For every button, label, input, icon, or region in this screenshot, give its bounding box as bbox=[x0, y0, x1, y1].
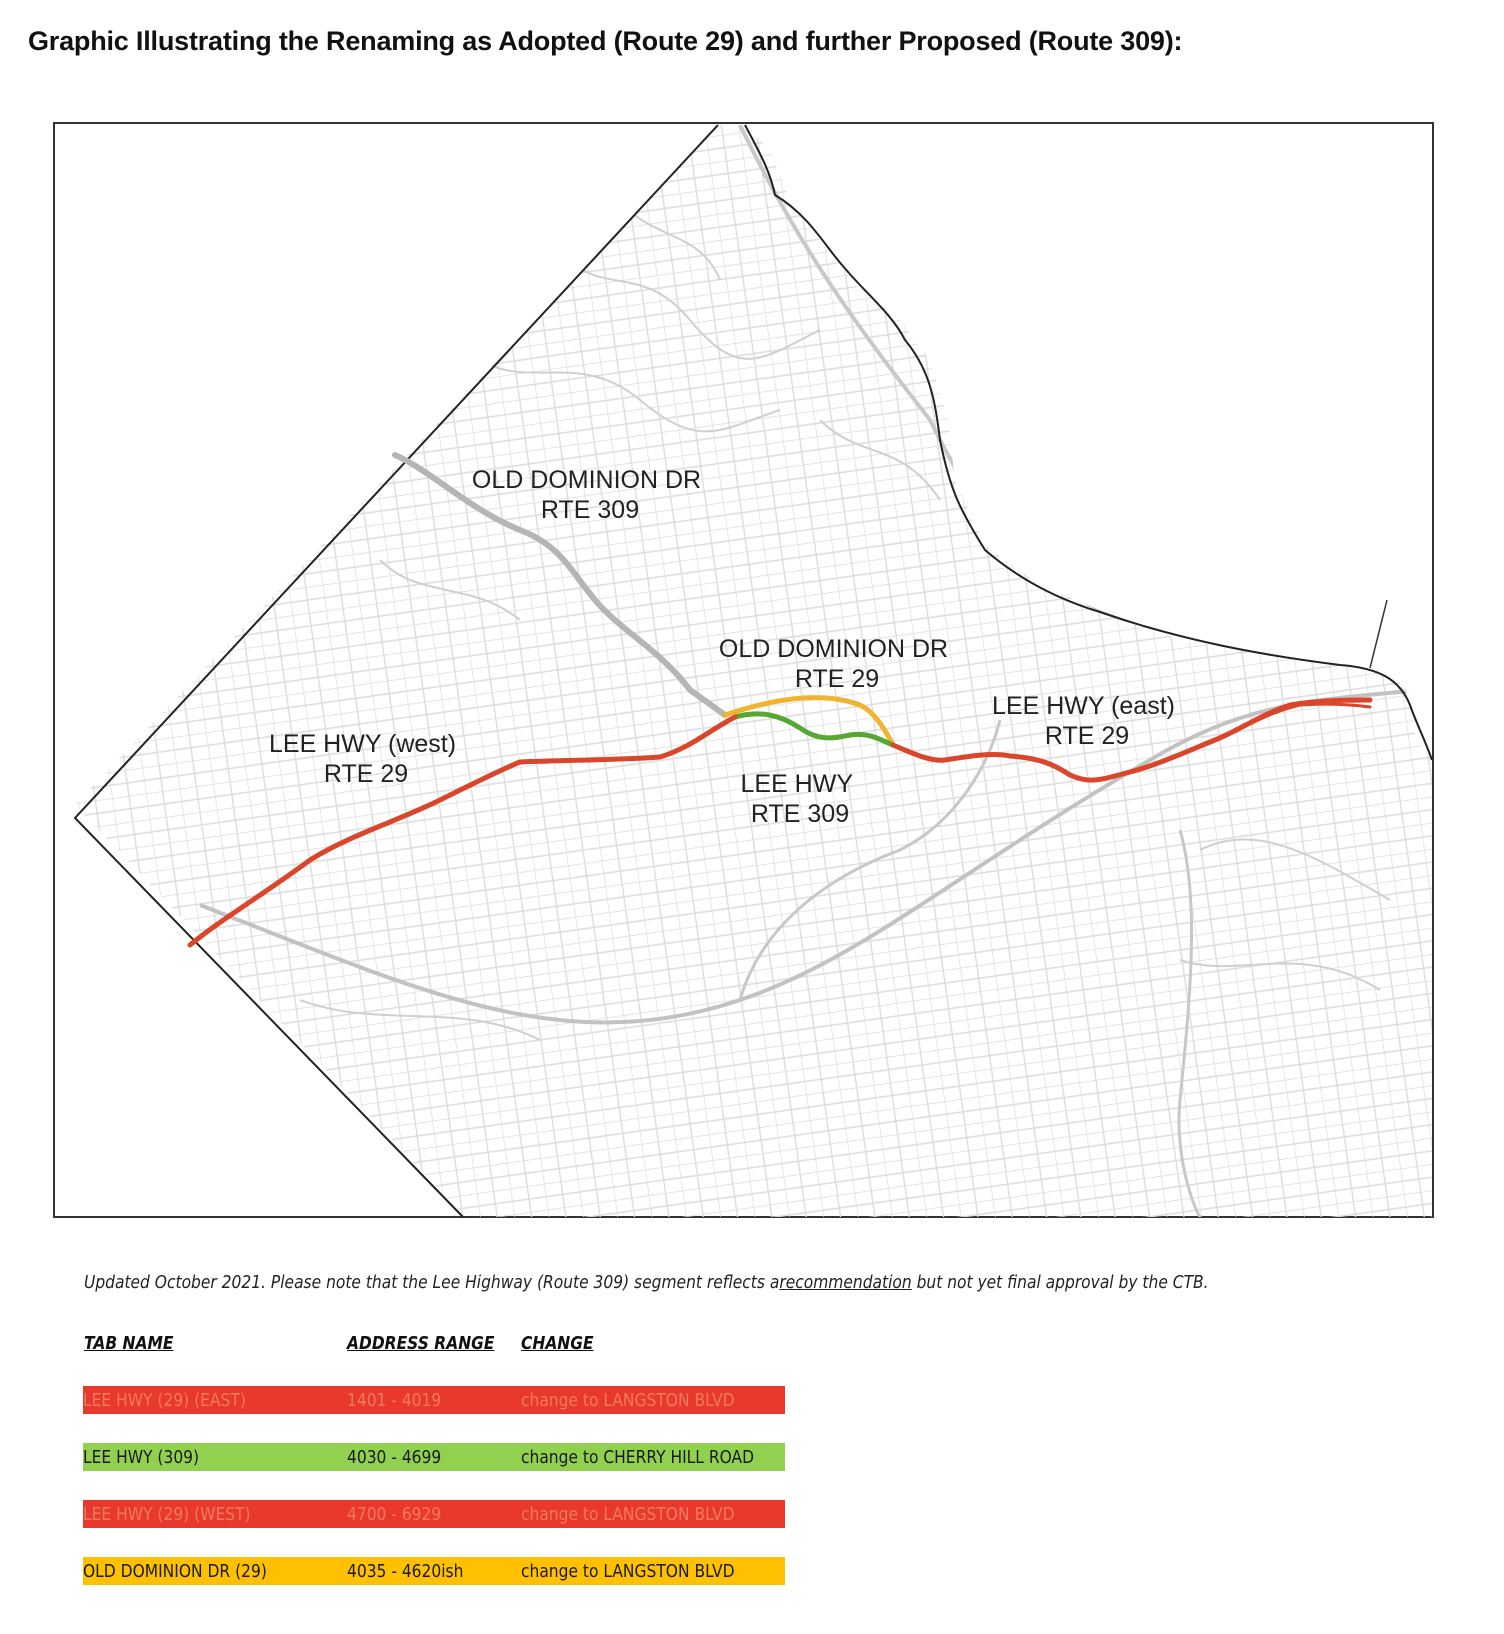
cell-change: change to LANGSTON BLVD bbox=[521, 1561, 735, 1582]
cell-tab-name: LEE HWY (309) bbox=[83, 1447, 200, 1468]
cell-address-range: 4030 - 4699 bbox=[347, 1447, 442, 1468]
cell-change: change to CHERRY HILL ROAD bbox=[521, 1447, 755, 1468]
label-lee-hwy-east: LEE HWY (east) RTE 29 bbox=[992, 692, 1175, 750]
table-row bbox=[83, 1557, 785, 1585]
cell-tab-name: LEE HWY (29) (WEST) bbox=[83, 1504, 251, 1525]
cell-change: change to LANGSTON BLVD bbox=[521, 1390, 735, 1411]
header-address-range: ADDRESS RANGE bbox=[347, 1333, 495, 1354]
label-old-dominion-309: OLD DOMINION DR RTE 309 bbox=[471, 466, 702, 524]
cell-change: change to LANGSTON BLVD bbox=[521, 1504, 735, 1525]
cell-address-range: 4035 - 4620ish bbox=[347, 1561, 464, 1582]
update-note: Updated October 2021. Please note that the Lee Highway (Route 309) segment reflects arecommendation but not yet final approval by the CTB. bbox=[84, 1272, 1209, 1293]
table-row bbox=[83, 1443, 785, 1471]
page-title: Graphic Illustrating the Renaming as Adopted (Route 29) and further Proposed (Route 309): bbox=[28, 26, 1183, 56]
header-change: CHANGE bbox=[521, 1333, 594, 1354]
cell-tab-name: OLD DOMINION DR (29) bbox=[83, 1561, 267, 1582]
header-tab-name: TAB NAME bbox=[84, 1333, 174, 1354]
table-row bbox=[83, 1500, 785, 1528]
label-lee-hwy-309: LEE HWY RTE 309 bbox=[740, 770, 853, 828]
table-row bbox=[83, 1386, 785, 1414]
label-lee-hwy-west: LEE HWY (west) RTE 29 bbox=[268, 730, 457, 788]
label-old-dominion-29: OLD DOMINION DR RTE 29 bbox=[718, 635, 949, 693]
cell-address-range: 1401 - 4019 bbox=[347, 1390, 442, 1411]
cell-address-range: 4700 - 6929 bbox=[347, 1504, 442, 1525]
cell-tab-name: LEE HWY (29) (EAST) bbox=[83, 1390, 246, 1411]
